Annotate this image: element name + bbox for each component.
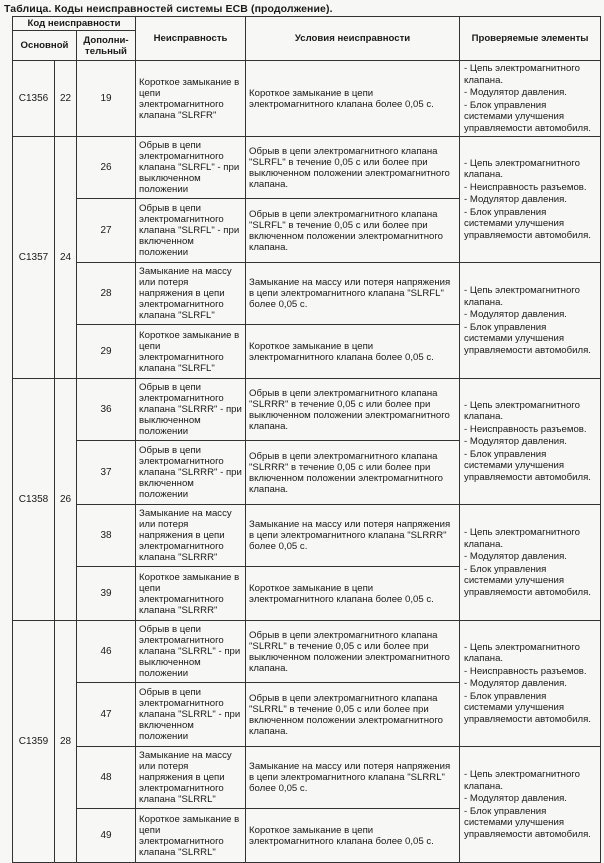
fault-conditions: Обрыв в цепи электромагнитного клапана "SLRRR" в течение 0,05 с или более при включенном положении электромагнитного клапана. [246, 441, 460, 505]
checked-item: - Модулятор давления. [464, 436, 567, 448]
main-code: C1359 [13, 621, 55, 863]
checked-item: - Цепь электромагнитного клапана. [464, 285, 580, 308]
header-fault: Неисправность [136, 17, 246, 61]
main-sub-code: 28 [55, 621, 77, 863]
main-sub-code: 22 [55, 61, 77, 137]
additional-code: 36 [77, 379, 136, 441]
checked-item: - Неисправность разъемов. [464, 423, 587, 435]
table-row [13, 61, 601, 137]
checked-item: - Модулятор давления. [464, 793, 567, 804]
additional-code: 49 [77, 809, 136, 863]
fault-description: Короткое замыкание в цепи электромагнитного клапана "SLRRL" [136, 809, 246, 863]
additional-code: 29 [77, 325, 136, 379]
additional-code: 46 [77, 621, 136, 683]
fault-conditions: Замыкание на массу или потеря напряжения в цепи электромагнитного клапана "SLRRL" более 0,05 с. [246, 747, 460, 809]
checked-item: - Цепь электромагнитного клапана. [464, 769, 580, 792]
checked-elements [460, 61, 601, 137]
table-row [13, 379, 601, 441]
main-code: C1358 [13, 379, 55, 621]
checked-item: - Модулятор давления. [464, 87, 567, 98]
table-row [13, 263, 601, 325]
fault-conditions: Обрыв в цепи электромагнитного клапана "SLRRL" в течение 0,05 с или более при выключенном положении электромагнитного клапана. [246, 621, 460, 683]
header-additional: Дополни-тельный [77, 31, 136, 61]
main-code: C1357 [13, 137, 55, 379]
table-row [13, 747, 601, 809]
fault-description: Обрыв в цепи электромагнитного клапана "SLRRR" - при включенном положении [136, 441, 246, 505]
checked-item: - Неисправность разъемов. [464, 181, 587, 193]
fault-description: Замыкание на массу или потеря напряжения в цепи электромагнитного клапана "SLRFL" [136, 263, 246, 325]
checked-item: - Блок управления системами улучшения управляемости автомобиля. [464, 99, 591, 134]
fault-description: Обрыв в цепи электромагнитного клапана "SLRRR" - при выключенном положении [136, 379, 246, 441]
header-main: Основной [13, 31, 77, 61]
additional-code: 27 [77, 199, 136, 263]
fault-conditions: Короткое замыкание в цепи электромагнитного клапана более 0,05 с. [246, 61, 460, 137]
checked-item: - Модулятор давления. [464, 551, 567, 562]
fault-description: Обрыв в цепи электромагнитного клапана "SLRRL" - при включенном положении [136, 683, 246, 747]
fault-conditions: Короткое замыкание в цепи электромагнитного клапана более 0,05 с. [246, 325, 460, 379]
fault-description: Короткое замыкание в цепи электромагнитного клапана "SLRFR" [136, 61, 246, 137]
fault-description: Короткое замыкание в цепи электромагнитного клапана "SLRRR" [136, 567, 246, 621]
checked-item: - Модулятор давления. [464, 309, 567, 320]
main-sub-code: 24 [55, 137, 77, 379]
fault-description: Короткое замыкание в цепи электромагнитного клапана "SLRFL" [136, 325, 246, 379]
checked-item: - Цепь электромагнитного клапана. [464, 63, 580, 86]
checked-item: - Блок управления системами улучшения управляемости автомобиля. [464, 206, 591, 241]
main-sub-code: 26 [55, 379, 77, 621]
checked-elements [460, 137, 601, 263]
fault-conditions: Обрыв в цепи электромагнитного клапана "SLRRR" в течение 0,05 с или более при выключенном положении электромагнитного клапана. [246, 379, 460, 441]
checked-item: - Блок управления системами улучшения управляемости автомобиля. [464, 448, 591, 483]
checked-item: - Неисправность разъемов. [464, 665, 587, 677]
checked-item: - Блок управления системами улучшения управляемости автомобиля. [464, 563, 591, 598]
checked-elements [460, 263, 601, 379]
fault-conditions: Короткое замыкание в цепи электромагнитного клапана более 0,05 с. [246, 809, 460, 863]
header-checked: Проверяемые элементы [460, 17, 601, 61]
checked-item: - Блок управления системами улучшения управляемости автомобиля. [464, 805, 591, 840]
additional-code: 28 [77, 263, 136, 325]
fault-description: Замыкание на массу или потеря напряжения в цепи электромагнитного клапана "SLRRR" [136, 505, 246, 567]
fault-description: Обрыв в цепи электромагнитного клапана "SLRFL" - при включенном положении [136, 199, 246, 263]
fault-conditions: Короткое замыкание в цепи электромагнитного клапана более 0,05 с. [246, 567, 460, 621]
checked-elements [460, 747, 601, 863]
table-row [13, 621, 601, 683]
header-code-group: Код неисправности [13, 17, 136, 31]
additional-code: 48 [77, 747, 136, 809]
main-code: C1356 [13, 61, 55, 137]
fault-description: Обрыв в цепи электромагнитного клапана "SLRRL" - при выключенном положении [136, 621, 246, 683]
additional-code: 38 [77, 505, 136, 567]
checked-item: - Цепь электромагнитного клапана. [464, 157, 580, 181]
checked-item: - Цепь электромагнитного клапана. [464, 641, 580, 665]
table-row [13, 137, 601, 199]
checked-item: - Блок управления системами улучшения управляемости автомобиля. [464, 690, 591, 725]
table-row [13, 505, 601, 567]
table-body [13, 61, 601, 863]
checked-item: - Модулятор давления. [464, 678, 567, 690]
additional-code: 47 [77, 683, 136, 747]
additional-code: 37 [77, 441, 136, 505]
fault-conditions: Обрыв в цепи электромагнитного клапана "SLRRL" в течение 0,05 с или более при включенном положении электромагнитного клапана. [246, 683, 460, 747]
fault-conditions: Замыкание на массу или потеря напряжения в цепи электромагнитного клапана "SLRRR" более 0,05 с. [246, 505, 460, 567]
checked-elements [460, 621, 601, 747]
fault-conditions: Обрыв в цепи электромагнитного клапана "SLRFL" в течение 0,05 с или более при выключенном положении электромагнитного клапана. [246, 137, 460, 199]
fault-codes-table [12, 16, 601, 863]
checked-item: - Цепь электромагнитного клапана. [464, 399, 580, 423]
checked-item: - Блок управления системами улучшения управляемости автомобиля. [464, 321, 591, 356]
checked-item: - Цепь электромагнитного клапана. [464, 527, 580, 550]
fault-conditions: Обрыв в цепи электромагнитного клапана "SLRFL" в течение 0,05 с или более при включенном положении электромагнитного клапана. [246, 199, 460, 263]
table-title: Таблица. Коды неисправностей системы ECB (продолжение). [4, 3, 333, 15]
header-conditions: Условия неисправности [246, 17, 460, 61]
additional-code: 26 [77, 137, 136, 199]
checked-elements [460, 505, 601, 621]
fault-conditions: Замыкание на массу или потеря напряжения в цепи электромагнитного клапана "SLRFL" более 0,05 с. [246, 263, 460, 325]
checked-elements [460, 379, 601, 505]
additional-code: 39 [77, 567, 136, 621]
fault-description: Замыкание на массу или потеря напряжения в цепи электромагнитного клапана "SLRRL" [136, 747, 246, 809]
checked-item: - Модулятор давления. [464, 194, 567, 206]
fault-description: Обрыв в цепи электромагнитного клапана "SLRFL" - при выключенном положении [136, 137, 246, 199]
additional-code: 19 [77, 61, 136, 137]
